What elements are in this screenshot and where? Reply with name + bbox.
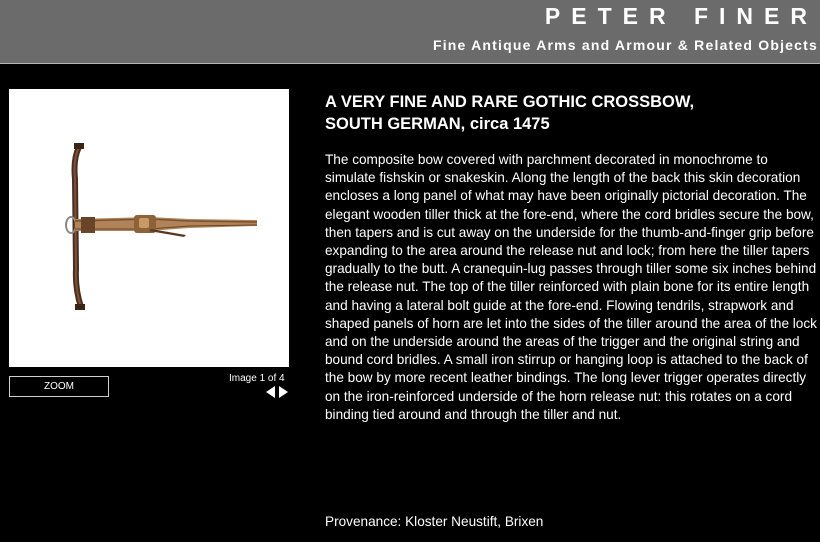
item-title [325, 91, 805, 135]
site-header [0, 0, 820, 64]
item-provenance: Provenance: Kloster Neustift, Brixen [325, 514, 544, 529]
item-description: The composite bow covered with parchment decorated in monochrome to simulate fishskin or snakeskin. Along the length of the back this skin decoration encloses a long panel of what may have been originally pictorial decoration. The elegant wooden tiller thick at the fore-end, where the cord bridles secure the bow, then tapers and is cut away on the underside for the thumb-and-finger grip before expanding to the area around the release nut and lock; from here the tiller tapers gradually to the butt. A cranequin-lug passes through tiller some six inches behind the release nut. The top of the tiller reinforced with plain bone for its entire length and having a lateral bolt guide at the fore-end. Flowing tendrils, strapwork and shaped panels of horn are let into the sides of the tiller around the area of the lock and on the underside around the areas of the trigger and the original string and bound cord bridles. A small iron stirrup or hanging loop is attached to the back of the bow by more recent leather bindings. The long lever trigger operates directly on the iron-reinforced underside of the horn release nut: this rotates on a cord binding tied around and through the tiller and nut. [325, 152, 817, 422]
image-navigation [266, 386, 290, 398]
crossbow-image [9, 89, 289, 367]
item-title-line-1: A VERY FINE AND RARE GOTHIC CROSSBOW, [325, 93, 695, 111]
image-counter: Image 1 of 4 [229, 373, 285, 384]
item-title-line-2: SOUTH GERMAN, circa 1475 [325, 115, 550, 133]
zoom-button[interactable]: ZOOM [9, 376, 109, 397]
product-image[interactable] [9, 89, 289, 367]
left-arrow-icon[interactable] [266, 386, 275, 398]
brand-logo[interactable]: PETER FINER [544, 3, 818, 29]
right-arrow-icon[interactable] [279, 386, 288, 398]
site-tagline: Fine Antique Arms and Armour & Related Objects [432, 37, 818, 53]
